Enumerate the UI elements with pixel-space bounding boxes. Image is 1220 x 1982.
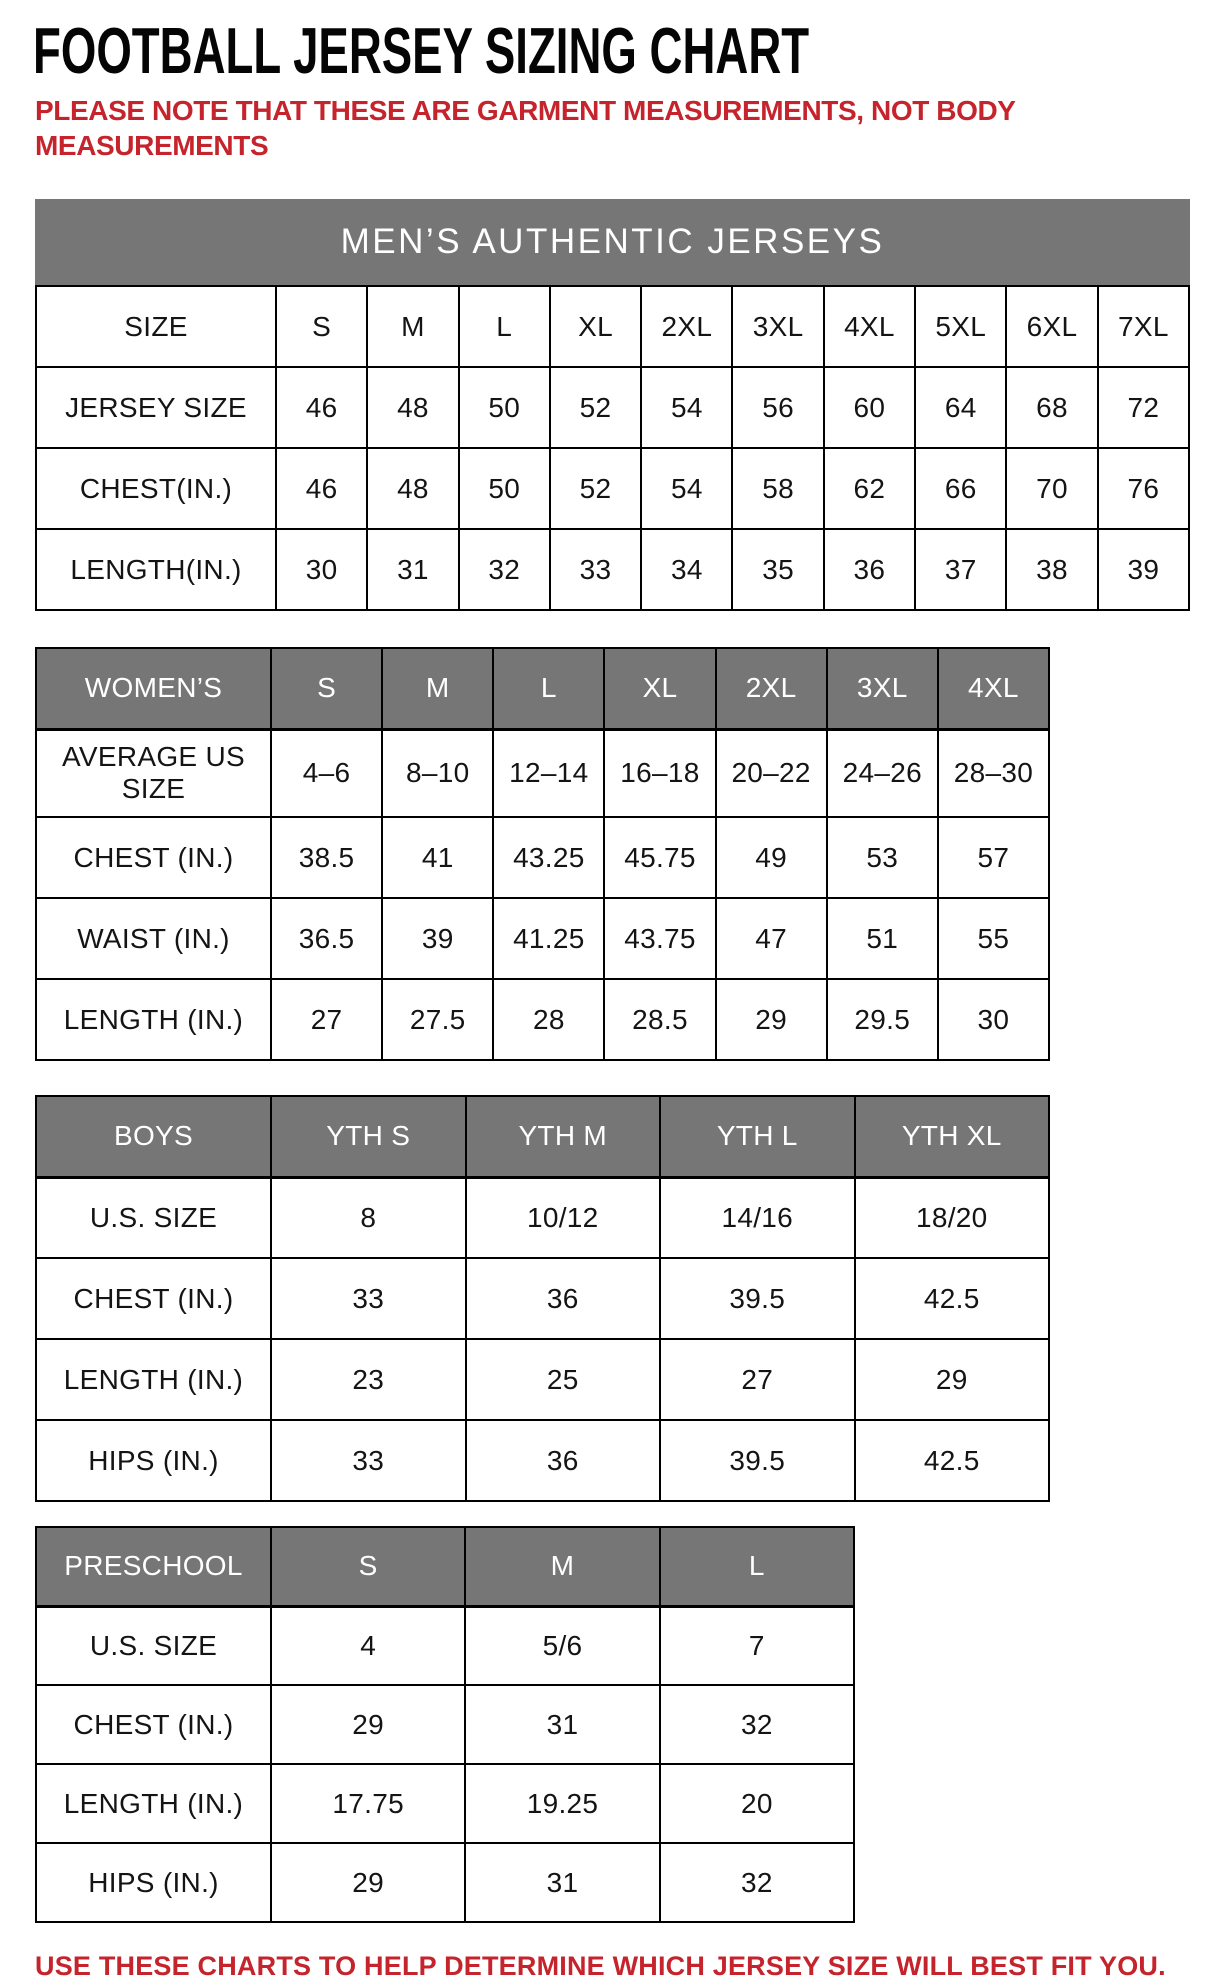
boys-header-row (36, 1096, 1049, 1177)
boys-data-row (36, 1258, 1049, 1339)
womens-value-cell: 55 (938, 898, 1049, 979)
womens-value-cell: 30 (938, 979, 1049, 1060)
womens-header-cell: 2XL (716, 648, 827, 729)
preschool-jerseys-table (35, 1526, 1220, 1923)
womens-value-cell: 16–18 (604, 729, 715, 817)
mens-value-cell: 56 (732, 367, 823, 448)
preschool-value-cell: 20 (660, 1764, 854, 1843)
womens-row-label: AVERAGE US SIZE (36, 729, 271, 817)
preschool-size-grid (35, 1526, 1220, 1923)
boys-value-cell: 33 (271, 1420, 466, 1501)
boys-header-cell: YTH L (660, 1096, 855, 1177)
mens-value-cell: 52 (550, 448, 641, 529)
preschool-data-row (36, 1606, 854, 1685)
mens-value-cell: 58 (732, 448, 823, 529)
womens-jerseys-table (35, 647, 1220, 1061)
boys-value-cell: 42.5 (855, 1258, 1050, 1339)
mens-value-cell: 76 (1098, 448, 1189, 529)
womens-header-cell: WOMEN’S (36, 648, 271, 729)
preschool-row-label: U.S. SIZE (36, 1606, 271, 1685)
mens-table-element (35, 285, 1190, 611)
womens-value-cell: 45.75 (604, 817, 715, 898)
preschool-row-label: HIPS (IN.) (36, 1843, 271, 1922)
womens-value-cell: 41.25 (493, 898, 604, 979)
mens-value-cell: 62 (824, 448, 915, 529)
boys-value-cell: 27 (660, 1339, 855, 1420)
mens-value-cell: 60 (824, 367, 915, 448)
mens-data-row (36, 448, 1189, 529)
mens-value-cell: 46 (276, 367, 367, 448)
boys-table-element (35, 1095, 1050, 1502)
preschool-data-row (36, 1843, 854, 1922)
preschool-row-label: LENGTH (IN.) (36, 1764, 271, 1843)
mens-header-cell: 5XL (915, 286, 1006, 367)
womens-header-cell: XL (604, 648, 715, 729)
mens-value-cell: 50 (459, 448, 550, 529)
mens-value-cell: 33 (550, 529, 641, 610)
footer-note: USE THESE CHARTS TO HELP DETERMINE WHICH JERSEY SIZE WILL BEST FIT YOU. (35, 1951, 1166, 1981)
mens-value-cell: 46 (276, 448, 367, 529)
womens-value-cell: 41 (382, 817, 493, 898)
mens-header-cell: S (276, 286, 367, 367)
mens-value-cell: 54 (641, 448, 732, 529)
preschool-value-cell: 17.75 (271, 1764, 465, 1843)
mens-header-cell: 2XL (641, 286, 732, 367)
preschool-header-row (36, 1527, 854, 1606)
mens-header-cell: 4XL (824, 286, 915, 367)
womens-value-cell: 12–14 (493, 729, 604, 817)
preschool-value-cell: 29 (271, 1843, 465, 1922)
womens-value-cell: 53 (827, 817, 938, 898)
mens-value-cell: 34 (641, 529, 732, 610)
mens-data-row (36, 367, 1189, 448)
mens-row-label: JERSEY SIZE (36, 367, 276, 448)
preschool-header-cell: S (271, 1527, 465, 1606)
mens-value-cell: 52 (550, 367, 641, 448)
womens-data-row (36, 817, 1049, 898)
preschool-value-cell: 32 (660, 1685, 854, 1764)
womens-value-cell: 36.5 (271, 898, 382, 979)
womens-data-row (36, 898, 1049, 979)
womens-size-grid (35, 647, 1220, 1061)
mens-value-cell: 38 (1006, 529, 1097, 610)
womens-header-cell: 3XL (827, 648, 938, 729)
boys-row-label: LENGTH (IN.) (36, 1339, 271, 1420)
mens-row-label: CHEST(IN.) (36, 448, 276, 529)
womens-row-label: LENGTH (IN.) (36, 979, 271, 1060)
boys-row-label: HIPS (IN.) (36, 1420, 271, 1501)
boys-row-label: U.S. SIZE (36, 1177, 271, 1258)
boys-value-cell: 14/16 (660, 1177, 855, 1258)
womens-value-cell: 8–10 (382, 729, 493, 817)
preschool-header-cell: L (660, 1527, 854, 1606)
mens-value-cell: 64 (915, 367, 1006, 448)
womens-value-cell: 27.5 (382, 979, 493, 1060)
boys-value-cell: 29 (855, 1339, 1050, 1420)
boys-data-row (36, 1420, 1049, 1501)
preschool-value-cell: 19.25 (465, 1764, 659, 1843)
womens-value-cell: 27 (271, 979, 382, 1060)
preschool-value-cell: 31 (465, 1685, 659, 1764)
womens-value-cell: 47 (716, 898, 827, 979)
preschool-value-cell: 29 (271, 1685, 465, 1764)
mens-value-cell: 48 (367, 367, 458, 448)
womens-header-cell: S (271, 648, 382, 729)
womens-table-element (35, 647, 1050, 1061)
womens-data-row (36, 979, 1049, 1060)
boys-row-label: CHEST (IN.) (36, 1258, 271, 1339)
boys-data-row (36, 1177, 1049, 1258)
boys-value-cell: 18/20 (855, 1177, 1050, 1258)
boys-value-cell: 23 (271, 1339, 466, 1420)
preschool-table-element (35, 1526, 855, 1923)
mens-value-cell: 70 (1006, 448, 1097, 529)
womens-row-label: CHEST (IN.) (36, 817, 271, 898)
womens-value-cell: 49 (716, 817, 827, 898)
boys-value-cell: 25 (466, 1339, 661, 1420)
womens-value-cell: 4–6 (271, 729, 382, 817)
mens-header-cell: 6XL (1006, 286, 1097, 367)
mens-value-cell: 66 (915, 448, 1006, 529)
boys-value-cell: 36 (466, 1258, 661, 1339)
preschool-value-cell: 5/6 (465, 1606, 659, 1685)
boys-value-cell: 33 (271, 1258, 466, 1339)
womens-value-cell: 24–26 (827, 729, 938, 817)
boys-value-cell: 39.5 (660, 1258, 855, 1339)
mens-header-cell: XL (550, 286, 641, 367)
womens-row-label: WAIST (IN.) (36, 898, 271, 979)
mens-header-cell: SIZE (36, 286, 276, 367)
mens-header-cell: M (367, 286, 458, 367)
womens-value-cell: 51 (827, 898, 938, 979)
mens-size-grid (35, 285, 1220, 611)
mens-value-cell: 48 (367, 448, 458, 529)
womens-value-cell: 28.5 (604, 979, 715, 1060)
page-title: FOOTBALL JERSEY SIZING CHART (33, 14, 810, 87)
womens-header-cell: 4XL (938, 648, 1049, 729)
preschool-value-cell: 7 (660, 1606, 854, 1685)
mens-value-cell: 31 (367, 529, 458, 610)
mens-header-cell: 7XL (1098, 286, 1189, 367)
boys-header-cell: YTH M (466, 1096, 661, 1177)
boys-value-cell: 36 (466, 1420, 661, 1501)
mens-value-cell: 36 (824, 529, 915, 610)
mens-value-cell: 68 (1006, 367, 1097, 448)
womens-value-cell: 20–22 (716, 729, 827, 817)
boys-header-cell: YTH XL (855, 1096, 1050, 1177)
womens-data-row (36, 729, 1049, 817)
boys-value-cell: 10/12 (466, 1177, 661, 1258)
mens-header-cell: L (459, 286, 550, 367)
womens-value-cell: 43.25 (493, 817, 604, 898)
preschool-header-cell: M (465, 1527, 659, 1606)
boys-header-cell: YTH S (271, 1096, 466, 1177)
mens-value-cell: 72 (1098, 367, 1189, 448)
womens-header-row (36, 648, 1049, 729)
boys-value-cell: 42.5 (855, 1420, 1050, 1501)
preschool-value-cell: 4 (271, 1606, 465, 1685)
preschool-header-cell: PRESCHOOL (36, 1527, 271, 1606)
mens-value-cell: 39 (1098, 529, 1189, 610)
womens-value-cell: 57 (938, 817, 1049, 898)
womens-value-cell: 43.75 (604, 898, 715, 979)
boys-value-cell: 8 (271, 1177, 466, 1258)
boys-jerseys-table (35, 1095, 1220, 1502)
womens-value-cell: 29.5 (827, 979, 938, 1060)
mens-data-row (36, 529, 1189, 610)
mens-table-banner: MEN’S AUTHENTIC JERSEYS (35, 199, 1190, 285)
boys-header-cell: BOYS (36, 1096, 271, 1177)
preschool-data-row (36, 1764, 854, 1843)
womens-value-cell: 28–30 (938, 729, 1049, 817)
womens-value-cell: 28 (493, 979, 604, 1060)
mens-value-cell: 30 (276, 529, 367, 610)
preschool-value-cell: 32 (660, 1843, 854, 1922)
mens-header-row (36, 286, 1189, 367)
womens-value-cell: 39 (382, 898, 493, 979)
womens-value-cell: 38.5 (271, 817, 382, 898)
preschool-data-row (36, 1685, 854, 1764)
mens-value-cell: 50 (459, 367, 550, 448)
mens-value-cell: 54 (641, 367, 732, 448)
mens-value-cell: 35 (732, 529, 823, 610)
boys-size-grid (35, 1095, 1220, 1502)
mens-header-cell: 3XL (732, 286, 823, 367)
preschool-row-label: CHEST (IN.) (36, 1685, 271, 1764)
boys-value-cell: 39.5 (660, 1420, 855, 1501)
garment-measurements-note: PLEASE NOTE THAT THESE ARE GARMENT MEASUREMENTS, NOT BODY MEASUREMENTS (35, 95, 1016, 161)
womens-value-cell: 29 (716, 979, 827, 1060)
mens-value-cell: 32 (459, 529, 550, 610)
mens-value-cell: 37 (915, 529, 1006, 610)
mens-authentic-jerseys-table (35, 199, 1220, 611)
womens-header-cell: L (493, 648, 604, 729)
boys-data-row (36, 1339, 1049, 1420)
preschool-value-cell: 31 (465, 1843, 659, 1922)
womens-header-cell: M (382, 648, 493, 729)
mens-row-label: LENGTH(IN.) (36, 529, 276, 610)
